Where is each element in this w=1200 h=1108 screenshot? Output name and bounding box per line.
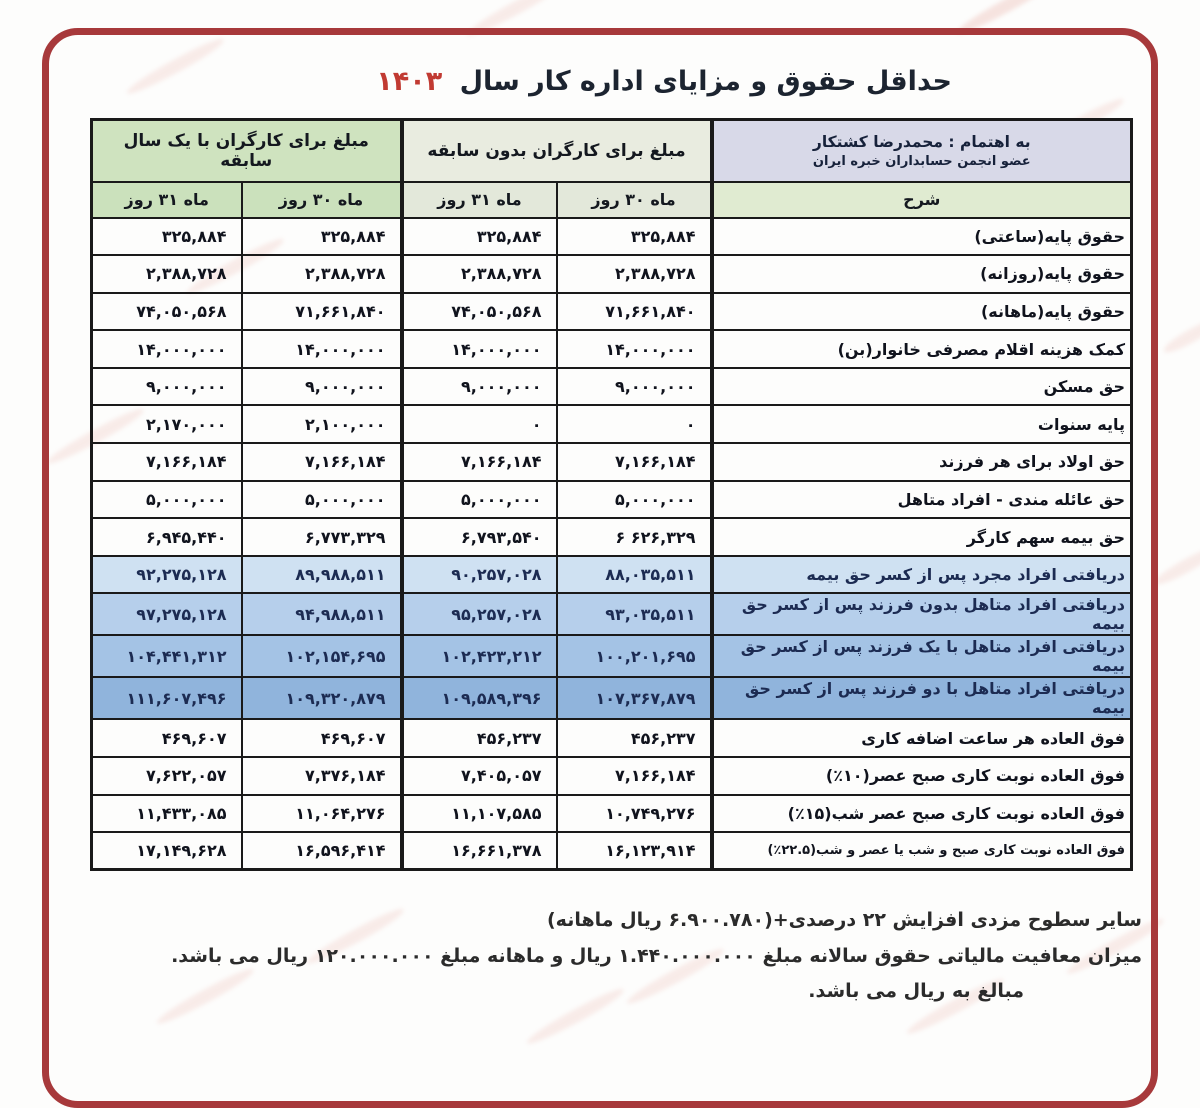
table-row [92,635,1132,677]
value-month31-no-exp: ۹۰,۲۵۷,۰۲۸ [402,556,557,594]
title-year: ۱۴۰۳ [376,66,443,97]
value-month30-one-year: ۲,۳۸۸,۷۲۸ [242,255,402,293]
value-month31-one-year: ۷۴,۰۵۰,۵۶۸ [92,293,242,331]
value-month30-no-exp: ۷۱,۶۶۱,۸۴۰ [557,293,712,331]
value-month31-no-exp: ۷,۱۶۶,۱۸۴ [402,443,557,481]
value-month30-no-exp: ۹۳,۰۳۵,۵۱۱ [557,593,712,635]
row-label: فوق العاده نوبت کاری صبح عصر شب(۱۵٪) [712,795,1132,833]
value-month30-no-exp: ۵,۰۰۰,۰۰۰ [557,481,712,519]
page-title [376,66,952,97]
value-month30-no-exp: ۸۸,۰۳۵,۵۱۱ [557,556,712,594]
value-month30-no-exp: ۰ [557,405,712,443]
footnotes [60,903,1142,1010]
table-row [92,719,1132,757]
value-month31-no-exp: ۱۱,۱۰۷,۵۸۵ [402,795,557,833]
value-month31-no-exp: ۱۶,۶۶۱,۳۷۸ [402,832,557,870]
value-month31-one-year: ۵,۰۰۰,۰۰۰ [92,481,242,519]
table-row [92,832,1132,870]
footnote-3: مبالغ به ریال می باشد. [808,980,1024,1002]
row-label: دریافتی افراد متاهل بدون فرزند پس از کسر حق بیمه [712,593,1132,635]
value-month31-no-exp: ۲,۳۸۸,۷۲۸ [402,255,557,293]
column-month30-one-year: ماه ۳۰ روز [242,182,402,218]
row-label: فوق العاده نوبت کاری صبح و شب یا عصر و شب(۲۲.۵٪) [712,832,1132,870]
value-month31-one-year: ۹۷,۲۷۵,۱۲۸ [92,593,242,635]
value-month31-one-year: ۶,۹۴۵,۴۴۰ [92,518,242,556]
table-row [92,556,1132,594]
value-month31-no-exp: ۹,۰۰۰,۰۰۰ [402,368,557,406]
header-subrow [92,182,1132,218]
column-month31-one-year: ماه ۳۱ روز [92,182,242,218]
column-group-no-experience: مبلغ برای کارگران بدون سابقه [402,120,712,182]
table-row [92,218,1132,256]
row-label: حق اولاد برای هر فرزند [712,443,1132,481]
row-label: حق مسکن [712,368,1132,406]
header-group-row [92,120,1132,182]
value-month31-no-exp: ۴۵۶,۲۳۷ [402,719,557,757]
value-month30-one-year: ۷,۱۶۶,۱۸۴ [242,443,402,481]
watermark-mark [1160,317,1200,357]
row-label: دریافتی افراد متاهل با یک فرزند پس از کسر حق بیمه [712,635,1132,677]
credits-cell [712,120,1132,182]
value-month30-no-exp: ۱۴,۰۰۰,۰۰۰ [557,330,712,368]
value-month31-one-year: ۷,۱۶۶,۱۸۴ [92,443,242,481]
row-label: دریافتی افراد مجرد پس از کسر حق بیمه [712,556,1132,594]
value-month31-one-year: ۹,۰۰۰,۰۰۰ [92,368,242,406]
value-month30-no-exp: ۲,۳۸۸,۷۲۸ [557,255,712,293]
value-month31-one-year: ۲,۱۷۰,۰۰۰ [92,405,242,443]
column-desc: شرح [712,182,1132,218]
table-row [92,368,1132,406]
table-row [92,757,1132,795]
value-month31-no-exp: ۳۲۵,۸۸۴ [402,218,557,256]
value-month30-one-year: ۱۰۲,۱۵۴,۶۹۵ [242,635,402,677]
value-month31-no-exp: ۱۴,۰۰۰,۰۰۰ [402,330,557,368]
table-row [92,293,1132,331]
row-label: حقوق پایه(ساعتی) [712,218,1132,256]
footnote-1: سایر سطوح مزدی افزایش ۲۲ درصدی+(۶.۹۰۰.۷۸۰ ریال ماهانه) [546,909,1142,931]
value-month31-no-exp: ۷,۴۰۵,۰۵۷ [402,757,557,795]
value-month31-no-exp: ۱۰۹,۵۸۹,۳۹۶ [402,677,557,719]
value-month30-one-year: ۱۴,۰۰۰,۰۰۰ [242,330,402,368]
value-month31-one-year: ۲,۳۸۸,۷۲۸ [92,255,242,293]
value-month31-no-exp: ۵,۰۰۰,۰۰۰ [402,481,557,519]
value-month31-no-exp: ۹۵,۲۵۷,۰۲۸ [402,593,557,635]
value-month31-one-year: ۹۲,۲۷۵,۱۲۸ [92,556,242,594]
value-month30-no-exp: ۶ ۶۲۶,۳۲۹ [557,518,712,556]
value-month30-no-exp: ۱۰,۷۴۹,۲۷۶ [557,795,712,833]
value-month31-one-year: ۱۱,۴۳۳,۰۸۵ [92,795,242,833]
value-month31-one-year: ۱۷,۱۴۹,۶۲۸ [92,832,242,870]
watermark-mark [1151,544,1200,588]
value-month31-one-year: ۱۴,۰۰۰,۰۰۰ [92,330,242,368]
table-row [92,481,1132,519]
value-month30-one-year: ۲,۱۰۰,۰۰۰ [242,405,402,443]
row-label: حق عائله مندی - افراد متاهل [712,481,1132,519]
table-row [92,330,1132,368]
value-month30-no-exp: ۳۲۵,۸۸۴ [557,218,712,256]
row-label: حق بیمه سهم کارگر [712,518,1132,556]
value-month30-one-year: ۸۹,۹۸۸,۵۱۱ [242,556,402,594]
footnote-2: میزان معافیت مالیاتی حقوق سالانه مبلغ ۱.۴۴۰.۰۰۰.۰۰۰ ریال و ماهانه مبلغ ۱۲۰.۰۰۰.۰۰۰ ریال می باشد. [171,944,1142,967]
credits-line1: به اهتمام : محمدرضا کشتکار [812,132,1031,151]
value-month31-one-year: ۳۲۵,۸۸۴ [92,218,242,256]
credits-line2: عضو انجمن حسابداران خبره ایران [812,153,1031,169]
value-month30-one-year: ۱۰۹,۳۲۰,۸۷۹ [242,677,402,719]
row-label: پایه سنوات [712,405,1132,443]
value-month30-one-year: ۳۲۵,۸۸۴ [242,218,402,256]
column-group-one-year: مبلغ برای کارگران با یک سال سابقه [92,120,402,182]
value-month31-one-year: ۷,۶۲۲,۰۵۷ [92,757,242,795]
value-month31-no-exp: ۶,۷۹۳,۵۴۰ [402,518,557,556]
row-label: فوق العاده هر ساعت اضافه کاری [712,719,1132,757]
row-label: حقوق پایه(ماهانه) [712,293,1132,331]
table-row [92,795,1132,833]
value-month30-one-year: ۹,۰۰۰,۰۰۰ [242,368,402,406]
value-month30-no-exp: ۱۰۷,۳۶۷,۸۷۹ [557,677,712,719]
wage-table [90,118,1133,871]
value-month30-no-exp: ۷,۱۶۶,۱۸۴ [557,757,712,795]
value-month30-no-exp: ۷,۱۶۶,۱۸۴ [557,443,712,481]
title-text: حداقل حقوق و مزایای اداره کار سال [459,66,952,97]
value-month30-no-exp: ۴۵۶,۲۳۷ [557,719,712,757]
value-month31-no-exp: ۱۰۲,۴۲۳,۲۱۲ [402,635,557,677]
value-month30-one-year: ۵,۰۰۰,۰۰۰ [242,481,402,519]
value-month30-one-year: ۱۶,۵۹۶,۴۱۴ [242,832,402,870]
row-label: کمک هزینه اقلام مصرفی خانوار(بن) [712,330,1132,368]
table-row [92,518,1132,556]
value-month30-no-exp: ۹,۰۰۰,۰۰۰ [557,368,712,406]
value-month30-one-year: ۷۱,۶۶۱,۸۴۰ [242,293,402,331]
value-month30-one-year: ۹۴,۹۸۸,۵۱۱ [242,593,402,635]
table-row [92,443,1132,481]
value-month30-no-exp: ۱۰۰,۲۰۱,۶۹۵ [557,635,712,677]
value-month31-one-year: ۱۰۴,۴۴۱,۳۱۲ [92,635,242,677]
table-row [92,593,1132,635]
value-month30-one-year: ۶,۷۷۳,۳۲۹ [242,518,402,556]
value-month30-one-year: ۴۶۹,۶۰۷ [242,719,402,757]
value-month31-no-exp: ۰ [402,405,557,443]
column-month31-no-exp: ماه ۳۱ روز [402,182,557,218]
value-month30-no-exp: ۱۶,۱۲۳,۹۱۴ [557,832,712,870]
table-row [92,677,1132,719]
row-label: حقوق پایه(روزانه) [712,255,1132,293]
value-month30-one-year: ۱۱,۰۶۴,۲۷۶ [242,795,402,833]
value-month30-one-year: ۷,۳۷۶,۱۸۴ [242,757,402,795]
column-month30-no-exp: ماه ۳۰ روز [557,182,712,218]
row-label: دریافتی افراد متاهل با دو فرزند پس از کسر حق بیمه [712,677,1132,719]
table-row [92,405,1132,443]
value-month31-one-year: ۴۶۹,۶۰۷ [92,719,242,757]
value-month31-one-year: ۱۱۱,۶۰۷,۴۹۶ [92,677,242,719]
value-month31-no-exp: ۷۴,۰۵۰,۵۶۸ [402,293,557,331]
row-label: فوق العاده نوبت کاری صبح عصر(۱۰٪) [712,757,1132,795]
table-row [92,255,1132,293]
